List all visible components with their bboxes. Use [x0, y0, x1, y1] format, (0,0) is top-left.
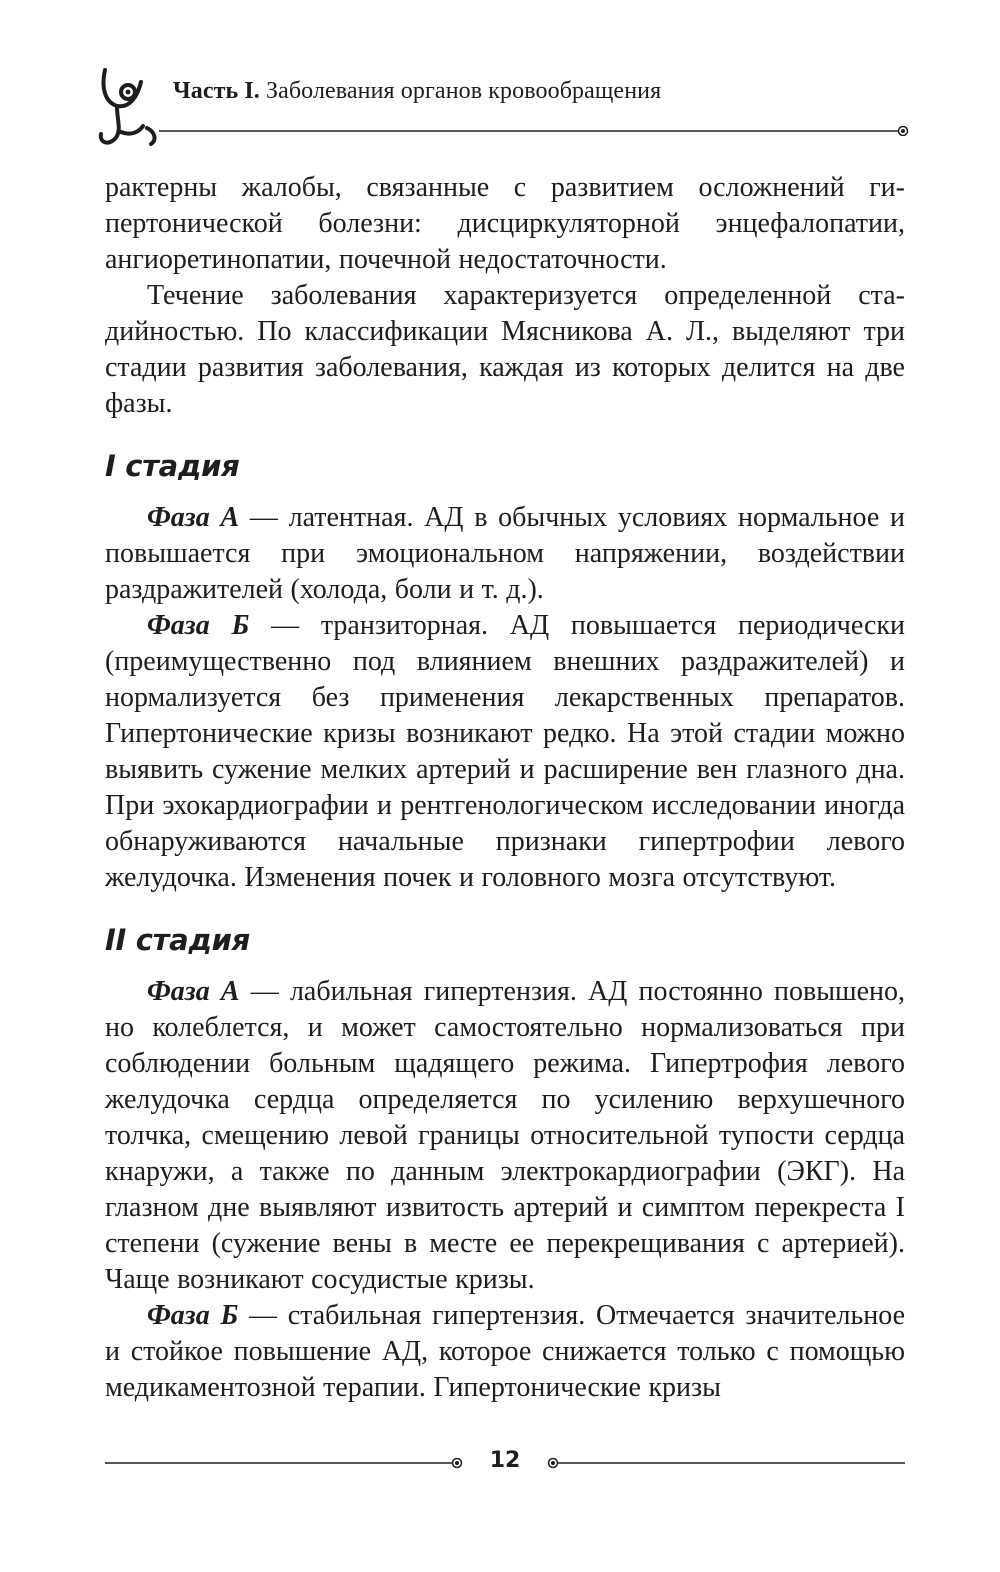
header-title: [173, 78, 661, 105]
footer-rule-right: [545, 1457, 905, 1469]
paragraph-intro-1: рактерны жалобы, связанные с развитием осложнений гипертонической болезни: дисциркуляторной энцефалопатии, ангиоретинопатии, почечной недостаточности.: [105, 172, 905, 275]
phase-label: Фаза А: [147, 976, 240, 1007]
stage-heading-1: I стадия: [105, 449, 240, 483]
stage-1-phase-b: [105, 608, 905, 896]
header-rule: [159, 126, 910, 136]
stage-heading-2: II стадия: [105, 923, 250, 957]
phase-text: — транзиторная. АД повышается периодически (преимущественно под влиянием внешних раздражителей) и нормализуется без применения лекарственных препаратов. Гипертонические кризы возникают редко. На этой стадии можно выявить сужение мелких артерий и расширение вен глазного дна. При эхокардиографии и рентгенологическом исследовании иногда обнаруживаются начальные признаки гипертрофии левого желудочка. Изменения почек и головного мозга отсутствуют.: [105, 610, 906, 893]
paragraph-intro-2: Течение заболевания характеризуется определенной стадийностью. По классификации Мясникова А. Л., выделяют три стадии развития заболевания, каждая из которых делится на две фазы.: [105, 280, 905, 419]
phase-label: Фаза Б: [147, 1300, 239, 1331]
stethoscope-icon: [95, 62, 159, 148]
phase-text: — лабильная гипертензия. АД постоянно повышено, но колеблется, и может самостоятельно нормализоваться при соблюдении больным щадящего режима. Гипертрофия левого желудочка сердца определяется по усилению верхушечного толчка, смещению левой границы относительной тупости сердца кнаружи, а также по данным электрокардиографии (ЭКГ). На глазном дне выявляют извитость артерий и симптом перекреста I степени (сужение вены в месте ее перекрещивания с артерией). Чаще возникают сосудистые кризы.: [105, 976, 906, 1295]
stage-1-phase-a: [105, 500, 905, 608]
stage-2-phase-b: [105, 1298, 905, 1406]
stage-2-phase-a: [105, 974, 905, 1298]
phase-text: — латентная. АД в обычных условиях нормальное и повышается при эмоциональном напряжении, воздействии раздражителей (холода, боли и т. д.).: [105, 502, 906, 605]
header-part-title: Заболевания органов кровообращения: [266, 78, 662, 104]
phase-label: Фаза Б: [147, 610, 250, 641]
header-part-label: Часть I.: [173, 78, 260, 104]
page-footer: [105, 1448, 905, 1478]
page-content: [105, 170, 905, 1406]
phase-text: — стабильная гипертензия. Отмечается значительное и стойкое повышение АД, которое снижается только с помощью медикаментозной терапии. Гипертонические кризы: [105, 1300, 905, 1403]
running-header: [95, 62, 910, 152]
phase-label: Фаза А: [147, 502, 240, 533]
page-number: 12: [489, 1448, 521, 1473]
